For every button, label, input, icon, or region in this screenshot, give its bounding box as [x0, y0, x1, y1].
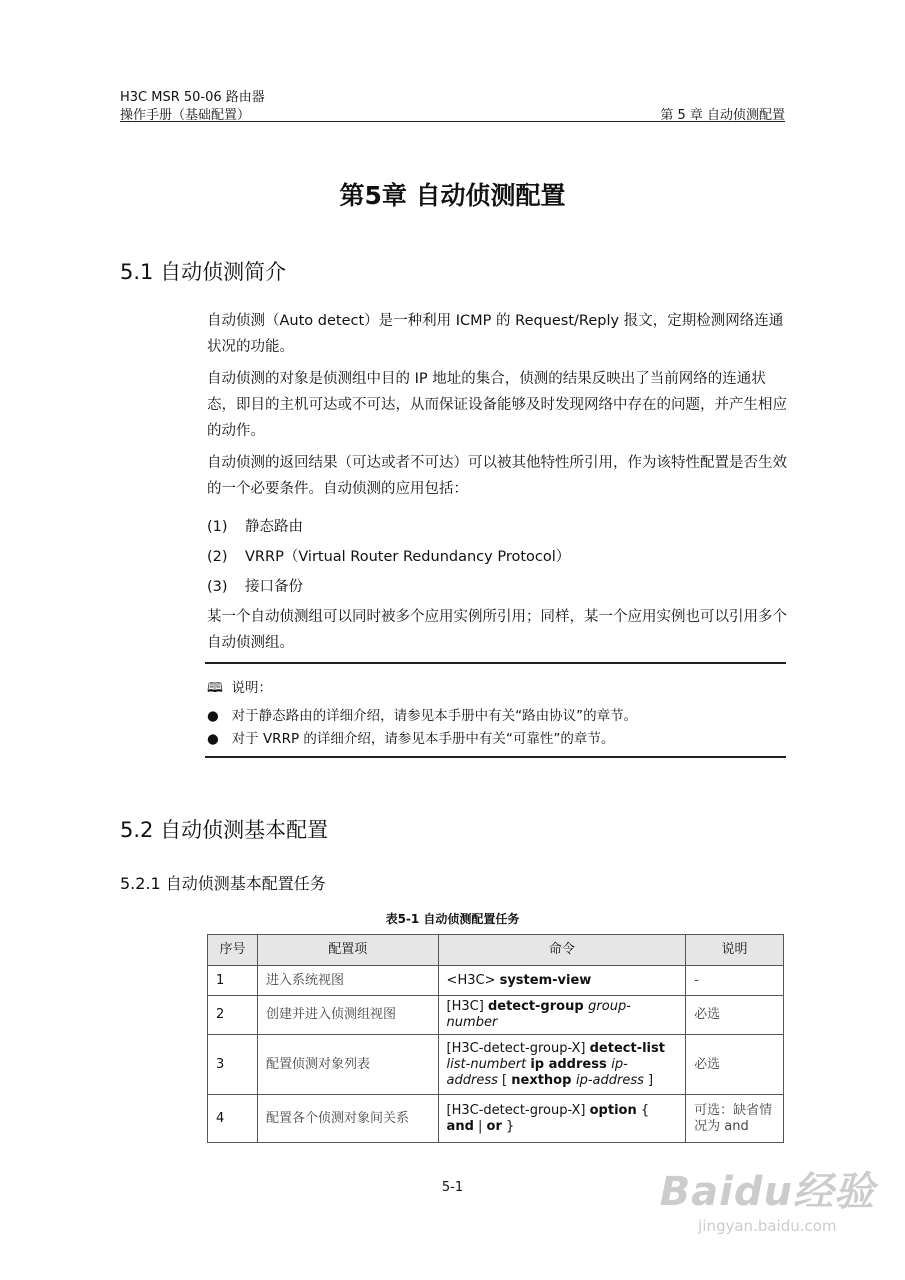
cell-item: 创建并进入侦测组视图 — [257, 996, 438, 1035]
command-segment: [H3C-detect-group-X] — [446, 1040, 590, 1056]
table-row — [208, 966, 784, 996]
watermark-logo — [660, 1160, 875, 1235]
watermark-url: jingyan.baidu.com — [698, 1217, 837, 1235]
cell-item: 进入系统视图 — [257, 966, 438, 996]
paragraph: 自动侦测的返回结果（可达或者不可达）可以被其他特性所引用，作为该特性配置是否生效的一个必要条件。自动侦测的应用包括： — [207, 455, 787, 497]
header-manual: 操作手册（基础配置） — [120, 108, 251, 123]
list-number: (3) — [207, 579, 228, 595]
command-segment: system-view — [499, 972, 592, 988]
column-header: 说明 — [686, 935, 784, 966]
command-segment: detect-group — [487, 999, 589, 1014]
cell-number: 3 — [208, 1035, 258, 1095]
note-bullet-text: 对于 VRRP 的详细介绍，请参见本手册中有关“可靠性”的章节。 — [231, 731, 615, 747]
note-bullet-text: 对于静态路由的详细介绍，请参见本手册中有关“路由协议”的章节。 — [231, 708, 638, 724]
command-segment: [H3C-detect-group-X] — [446, 1102, 590, 1118]
header-chapter: 第 5 章 自动侦测配置 — [660, 108, 785, 123]
command-segment: } — [501, 1118, 515, 1134]
column-header: 序号 — [208, 935, 258, 966]
cell-description: 必选 — [686, 1035, 784, 1095]
command-segment: ip-address — [446, 1056, 628, 1088]
header-rule — [120, 121, 785, 122]
command-segment: ] — [643, 1072, 654, 1088]
cell-command — [438, 1035, 686, 1095]
list-number: (1) — [207, 519, 228, 535]
column-header: 配置项 — [257, 935, 438, 966]
table-caption: 表5-1 自动侦测配置任务 — [385, 912, 520, 926]
table-row — [208, 1095, 784, 1143]
paragraph: 某一个自动侦测组可以同时被多个应用实例所引用；同样，某一个应用实例也可以引用多个自动侦测组。 — [207, 609, 787, 651]
list-item — [207, 515, 303, 536]
table-row — [208, 996, 784, 1035]
chapter-title: 第5章 自动侦测配置 — [339, 181, 566, 210]
note-box — [205, 662, 786, 758]
command-segment: and — [446, 1118, 474, 1134]
list-text: 接口备份 — [245, 579, 303, 595]
cell-number: 2 — [208, 996, 258, 1035]
note-bullet: ● 对于静态路由的详细介绍，请参见本手册中有关“路由协议”的章节。 — [207, 708, 638, 724]
paragraph: 自动侦测的对象是侦测组中目的 IP 地址的集合，侦测的结果反映出了当前网络的连通状态，即目的主机可达或不可达，从而保证设备能够及时发现网络中存在的问题，并产生相应的动作。 — [207, 371, 787, 439]
cell-item: 配置各个侦测对象间关系 — [257, 1095, 438, 1143]
cell-number: 1 — [208, 966, 258, 996]
list-item — [207, 545, 570, 566]
page-number: 5-1 — [441, 1180, 464, 1195]
column-header: 命令 — [438, 935, 686, 966]
command-segment: group-number — [446, 999, 631, 1030]
section-heading-5-2: 5.2 自动侦测基本配置 — [120, 818, 329, 842]
cell-description: 必选 — [686, 996, 784, 1035]
note-bullet: ● 对于 VRRP 的详细介绍，请参见本手册中有关“可靠性”的章节。 — [207, 731, 615, 747]
header-product: H3C MSR 50-06 路由器 — [120, 90, 265, 105]
command-segment: nexthop — [511, 1072, 576, 1088]
cell-number: 4 — [208, 1095, 258, 1143]
book-icon: 🕮 — [207, 680, 223, 696]
list-text: VRRP（Virtual Router Redundancy Protocol） — [245, 549, 571, 565]
command-segment: [ — [497, 1072, 512, 1088]
subsection-heading: 5.2.1 自动侦测基本配置任务 — [120, 874, 326, 893]
cell-description: - — [686, 966, 784, 996]
note-title-text: 说明： — [231, 680, 273, 696]
command-segment: ip address — [530, 1056, 612, 1072]
command-segment: | — [473, 1118, 487, 1134]
cell-command — [438, 996, 686, 1035]
command-segment: detect-list — [589, 1040, 665, 1056]
cell-description: 可选：缺省情况为 and — [686, 1095, 784, 1143]
command-segment: [H3C] — [446, 999, 488, 1014]
table-header-row — [208, 935, 784, 966]
note-title — [207, 676, 272, 701]
cell-command — [438, 1095, 686, 1143]
command-segment: { — [636, 1102, 650, 1118]
section-heading-5-1: 5.1 自动侦测简介 — [120, 260, 287, 284]
paragraph: 自动侦测（Auto detect）是一种利用 ICMP 的 Request/Reply 报文，定期检测网络连通状况的功能。 — [207, 313, 784, 355]
list-number: (2) — [207, 549, 228, 565]
command-segment: <H3C> — [446, 972, 500, 988]
config-task-table — [207, 934, 784, 1143]
list-text: 静态路由 — [245, 519, 303, 535]
command-segment: list-numbert — [446, 1056, 531, 1072]
list-item — [207, 575, 303, 596]
cell-command — [438, 966, 686, 996]
command-segment: or — [486, 1118, 502, 1134]
watermark-brand: Baidu经验 — [659, 1169, 875, 1215]
cell-item: 配置侦测对象列表 — [257, 1035, 438, 1095]
command-segment: option — [589, 1102, 637, 1118]
command-segment: ip-address — [575, 1072, 644, 1088]
table-row — [208, 1035, 784, 1095]
